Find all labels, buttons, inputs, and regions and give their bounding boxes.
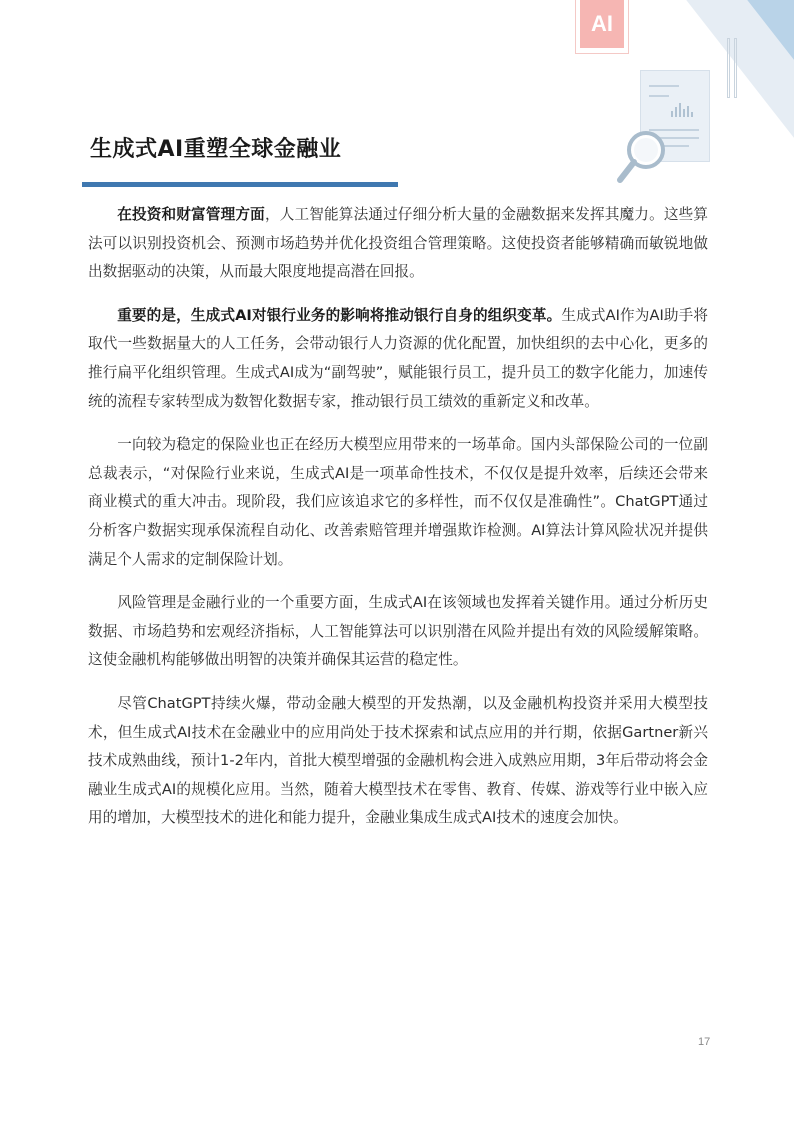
- paragraph-text: 一向较为稳定的保险业也正在经历大模型应用带来的一场革命。国内头部保险公司的一位副总裁表示，“对保险行业来说，生成式AI是一项革命性技术，不仅仅是提升效率，后续还会带来商业模式的重大冲击。现阶段，我们应该追求它的多样性，而不仅仅是准确性”。ChatGPT通过分析客户数据实现承保流程自动化、改善索赔管理并增强欺诈检测。AI算法计算风险状况并提供满足个人需求的定制保险计划。: [88, 436, 708, 568]
- paragraph-lead: 重要的是，生成式AI对银行业务的影响将推动银行自身的组织变革。: [117, 306, 562, 324]
- paragraph: [88, 431, 708, 574]
- paragraph-lead: 在投资和财富管理方面: [117, 206, 265, 223]
- paragraph-text: 生成式AI作为AI助手将取代一些数据量大的人工任务，会带动银行人力资源的优化配置，加快组织的去中心化，更多的推行扁平化组织管理。生成式AI成为“副驾驶”，赋能银行员工，提升员工的数字化能力，加速传统的流程专家转型成为数智化数据专家，推动银行员工绩效的重新定义和改革。: [88, 306, 708, 410]
- title-underline: [82, 182, 398, 187]
- page-title: 生成式AI重塑全球金融业: [90, 137, 342, 162]
- ai-badge-icon: AI: [580, 0, 624, 48]
- paragraph: [88, 201, 708, 287]
- paragraph-text: 尽管ChatGPT持续火爆，带动金融大模型的开发热潮，以及金融机构投资并采用大模型技术，但生成式AI技术在金融业中的应用尚处于技术探索和试点应用的并行期，依据Gartner新兴技术成熟曲线，预计1-2年内，首批大模型增强的金融机构会进入成熟应用期，3年后带动将会金融业生成式AI的规模化应用。当然，随着大模型技术在零售、教育、传媒、游戏等行业中嵌入应用的增加，大模型技术的进化和能力提升，金融业集成生成式AI技术的速度会加快。: [88, 694, 708, 827]
- paragraph: [88, 589, 708, 675]
- decorative-bars-icon: [727, 38, 741, 98]
- paragraph: [88, 302, 708, 416]
- page-number: 17: [698, 1036, 711, 1048]
- magnifier-icon: [612, 128, 672, 188]
- paragraph-text: ，人工智能算法通过仔细分析大量的金融数据来发挥其魔力。这些算法可以识别投资机会、预测市场趋势并优化投资组合管理策略。这使投资者能够精确而敏锐地做出数据驱动的决策，从而最大限度地提高潜在回报。: [88, 206, 708, 281]
- paragraph: [88, 690, 708, 833]
- article-body: [88, 201, 708, 848]
- paragraph-text: 风险管理是金融行业的一个重要方面，生成式AI在该领域也发挥着关键作用。通过分析历史数据、市场趋势和宏观经济指标，人工智能算法可以识别潜在风险并提出有效的风险缓解策略。这使金融机构能够做出明智的决策并确保其运营的稳定性。: [88, 594, 708, 669]
